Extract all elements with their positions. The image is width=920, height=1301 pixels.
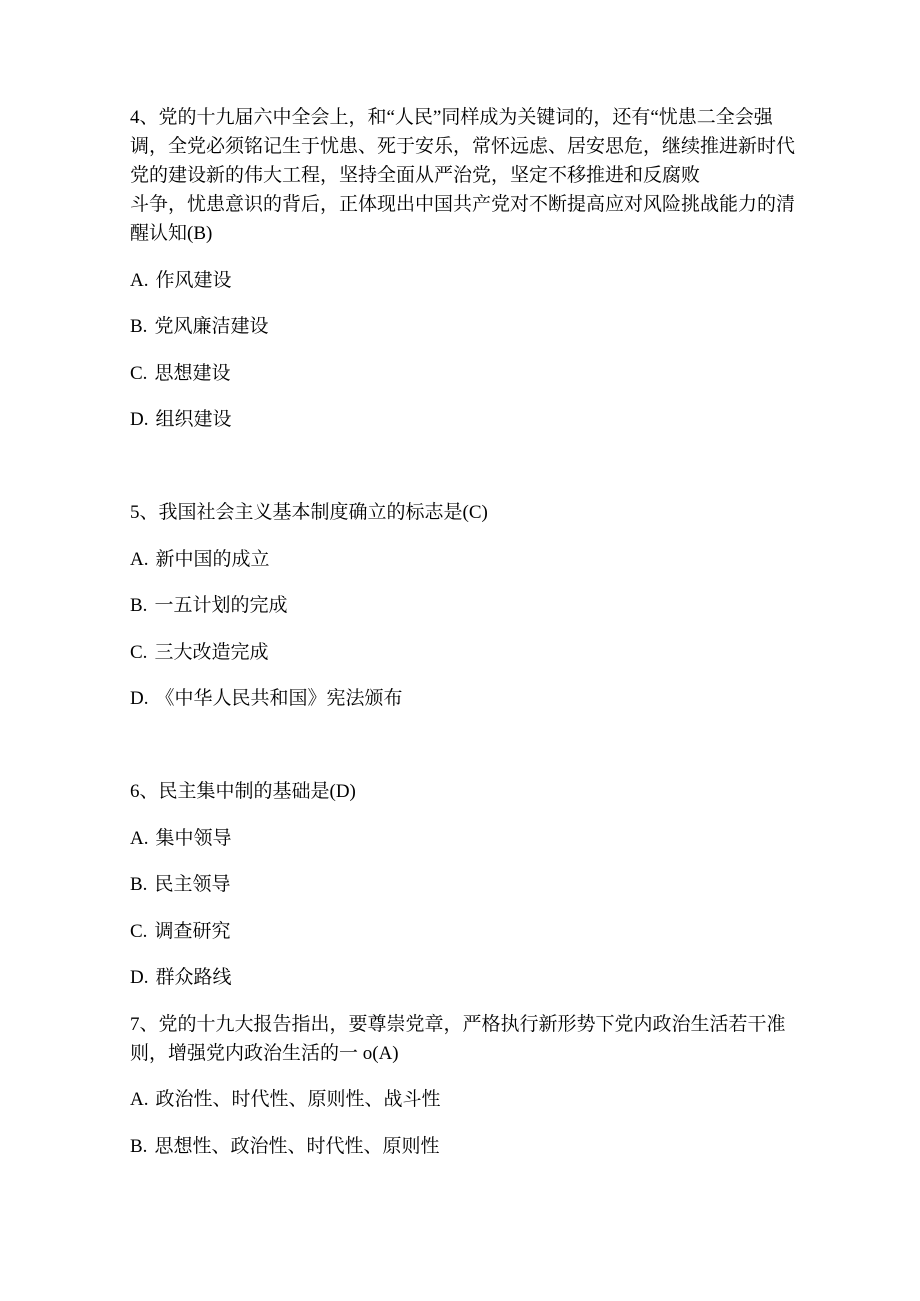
question-6-option-a bbox=[130, 824, 794, 853]
option-key: B. bbox=[130, 316, 148, 337]
option-key: B. bbox=[130, 595, 148, 616]
blank-line bbox=[130, 452, 794, 481]
question-4-option-a bbox=[130, 266, 794, 295]
question-7 bbox=[130, 1010, 794, 1161]
question-6-text bbox=[130, 777, 794, 806]
option-text: 思想性、政治性、时代性、原则性 bbox=[154, 1135, 440, 1157]
question-4-line-3: 党的建设新的伟大工程，坚持全面从严治党，坚定不移推进和反腐败 bbox=[130, 165, 701, 186]
question-4-line-4: 斗争，忧患意识的背后，正体现出中国共产党对不断提高应对风险挑战能力的清 bbox=[130, 194, 796, 215]
option-key: A. bbox=[130, 1089, 149, 1110]
option-text: 党风廉洁建设 bbox=[154, 316, 269, 337]
question-5-option-b bbox=[130, 591, 794, 620]
question-6-option-c bbox=[130, 917, 794, 946]
option-key: B. bbox=[130, 1135, 148, 1157]
option-key: D. bbox=[130, 967, 149, 988]
option-key: A. bbox=[130, 269, 149, 291]
option-key: C. bbox=[130, 362, 148, 384]
question-6-option-d bbox=[130, 963, 794, 992]
question-7-option-b bbox=[130, 1132, 794, 1161]
question-4-text bbox=[130, 103, 794, 248]
option-text: 民主领导 bbox=[154, 874, 231, 895]
question-4 bbox=[130, 103, 794, 434]
question-7-line-1: 7、党的十九大报告指出，要尊崇党章，严格执行新形势下党内政治生活若干准 bbox=[130, 1013, 786, 1035]
blank-line bbox=[130, 731, 794, 760]
question-6 bbox=[130, 777, 794, 992]
question-5-line-1: 5、我国社会主义基本制度确立的标志是(C) bbox=[130, 502, 488, 523]
option-text: 集中领导 bbox=[155, 827, 232, 849]
option-text: 调查研究 bbox=[154, 920, 231, 942]
option-key: D. bbox=[130, 688, 149, 709]
option-key: D. bbox=[130, 409, 149, 430]
option-text: 作风建设 bbox=[155, 269, 232, 291]
option-text: 群众路线 bbox=[155, 967, 232, 988]
question-7-option-a bbox=[130, 1085, 794, 1114]
option-key: C. bbox=[130, 920, 148, 942]
question-4-line-1: 4、党的十九届六中全会上，和“人民”同样成为关键词的，还有“忧患二全会强 bbox=[130, 107, 773, 128]
question-5 bbox=[130, 498, 794, 713]
option-key: C. bbox=[130, 641, 148, 663]
option-key: A. bbox=[130, 548, 149, 570]
question-6-option-b bbox=[130, 870, 794, 899]
option-text: 《中华人民共和国》宪法颁布 bbox=[155, 688, 403, 709]
question-5-option-c bbox=[130, 638, 794, 667]
option-text: 政治性、时代性、原则性、战斗性 bbox=[155, 1089, 441, 1110]
question-5-option-d bbox=[130, 684, 794, 713]
option-key: A. bbox=[130, 827, 149, 849]
option-text: 组织建设 bbox=[155, 409, 232, 430]
question-4-line-2: 调，全党必须铭记生于忧患、死于安乐，常怀远虑、居安思危，继续推进新时代 bbox=[130, 136, 796, 157]
question-4-option-c bbox=[130, 359, 794, 388]
question-5-text bbox=[130, 498, 794, 527]
question-7-line-2: 则，增强党内政治生活的一 o(A) bbox=[130, 1042, 399, 1064]
option-text: 新中国的成立 bbox=[155, 548, 270, 570]
option-key: B. bbox=[130, 874, 148, 895]
question-7-text bbox=[130, 1010, 794, 1068]
question-5-option-a bbox=[130, 545, 794, 574]
option-text: 思想建设 bbox=[154, 362, 231, 384]
question-6-line-1: 6、民主集中制的基础是(D) bbox=[130, 781, 356, 802]
option-text: 三大改造完成 bbox=[154, 641, 269, 663]
question-4-option-d bbox=[130, 405, 794, 434]
question-4-line-5: 醒认知(B) bbox=[130, 223, 213, 244]
option-text: 一五计划的完成 bbox=[154, 595, 288, 616]
question-4-option-b bbox=[130, 312, 794, 341]
